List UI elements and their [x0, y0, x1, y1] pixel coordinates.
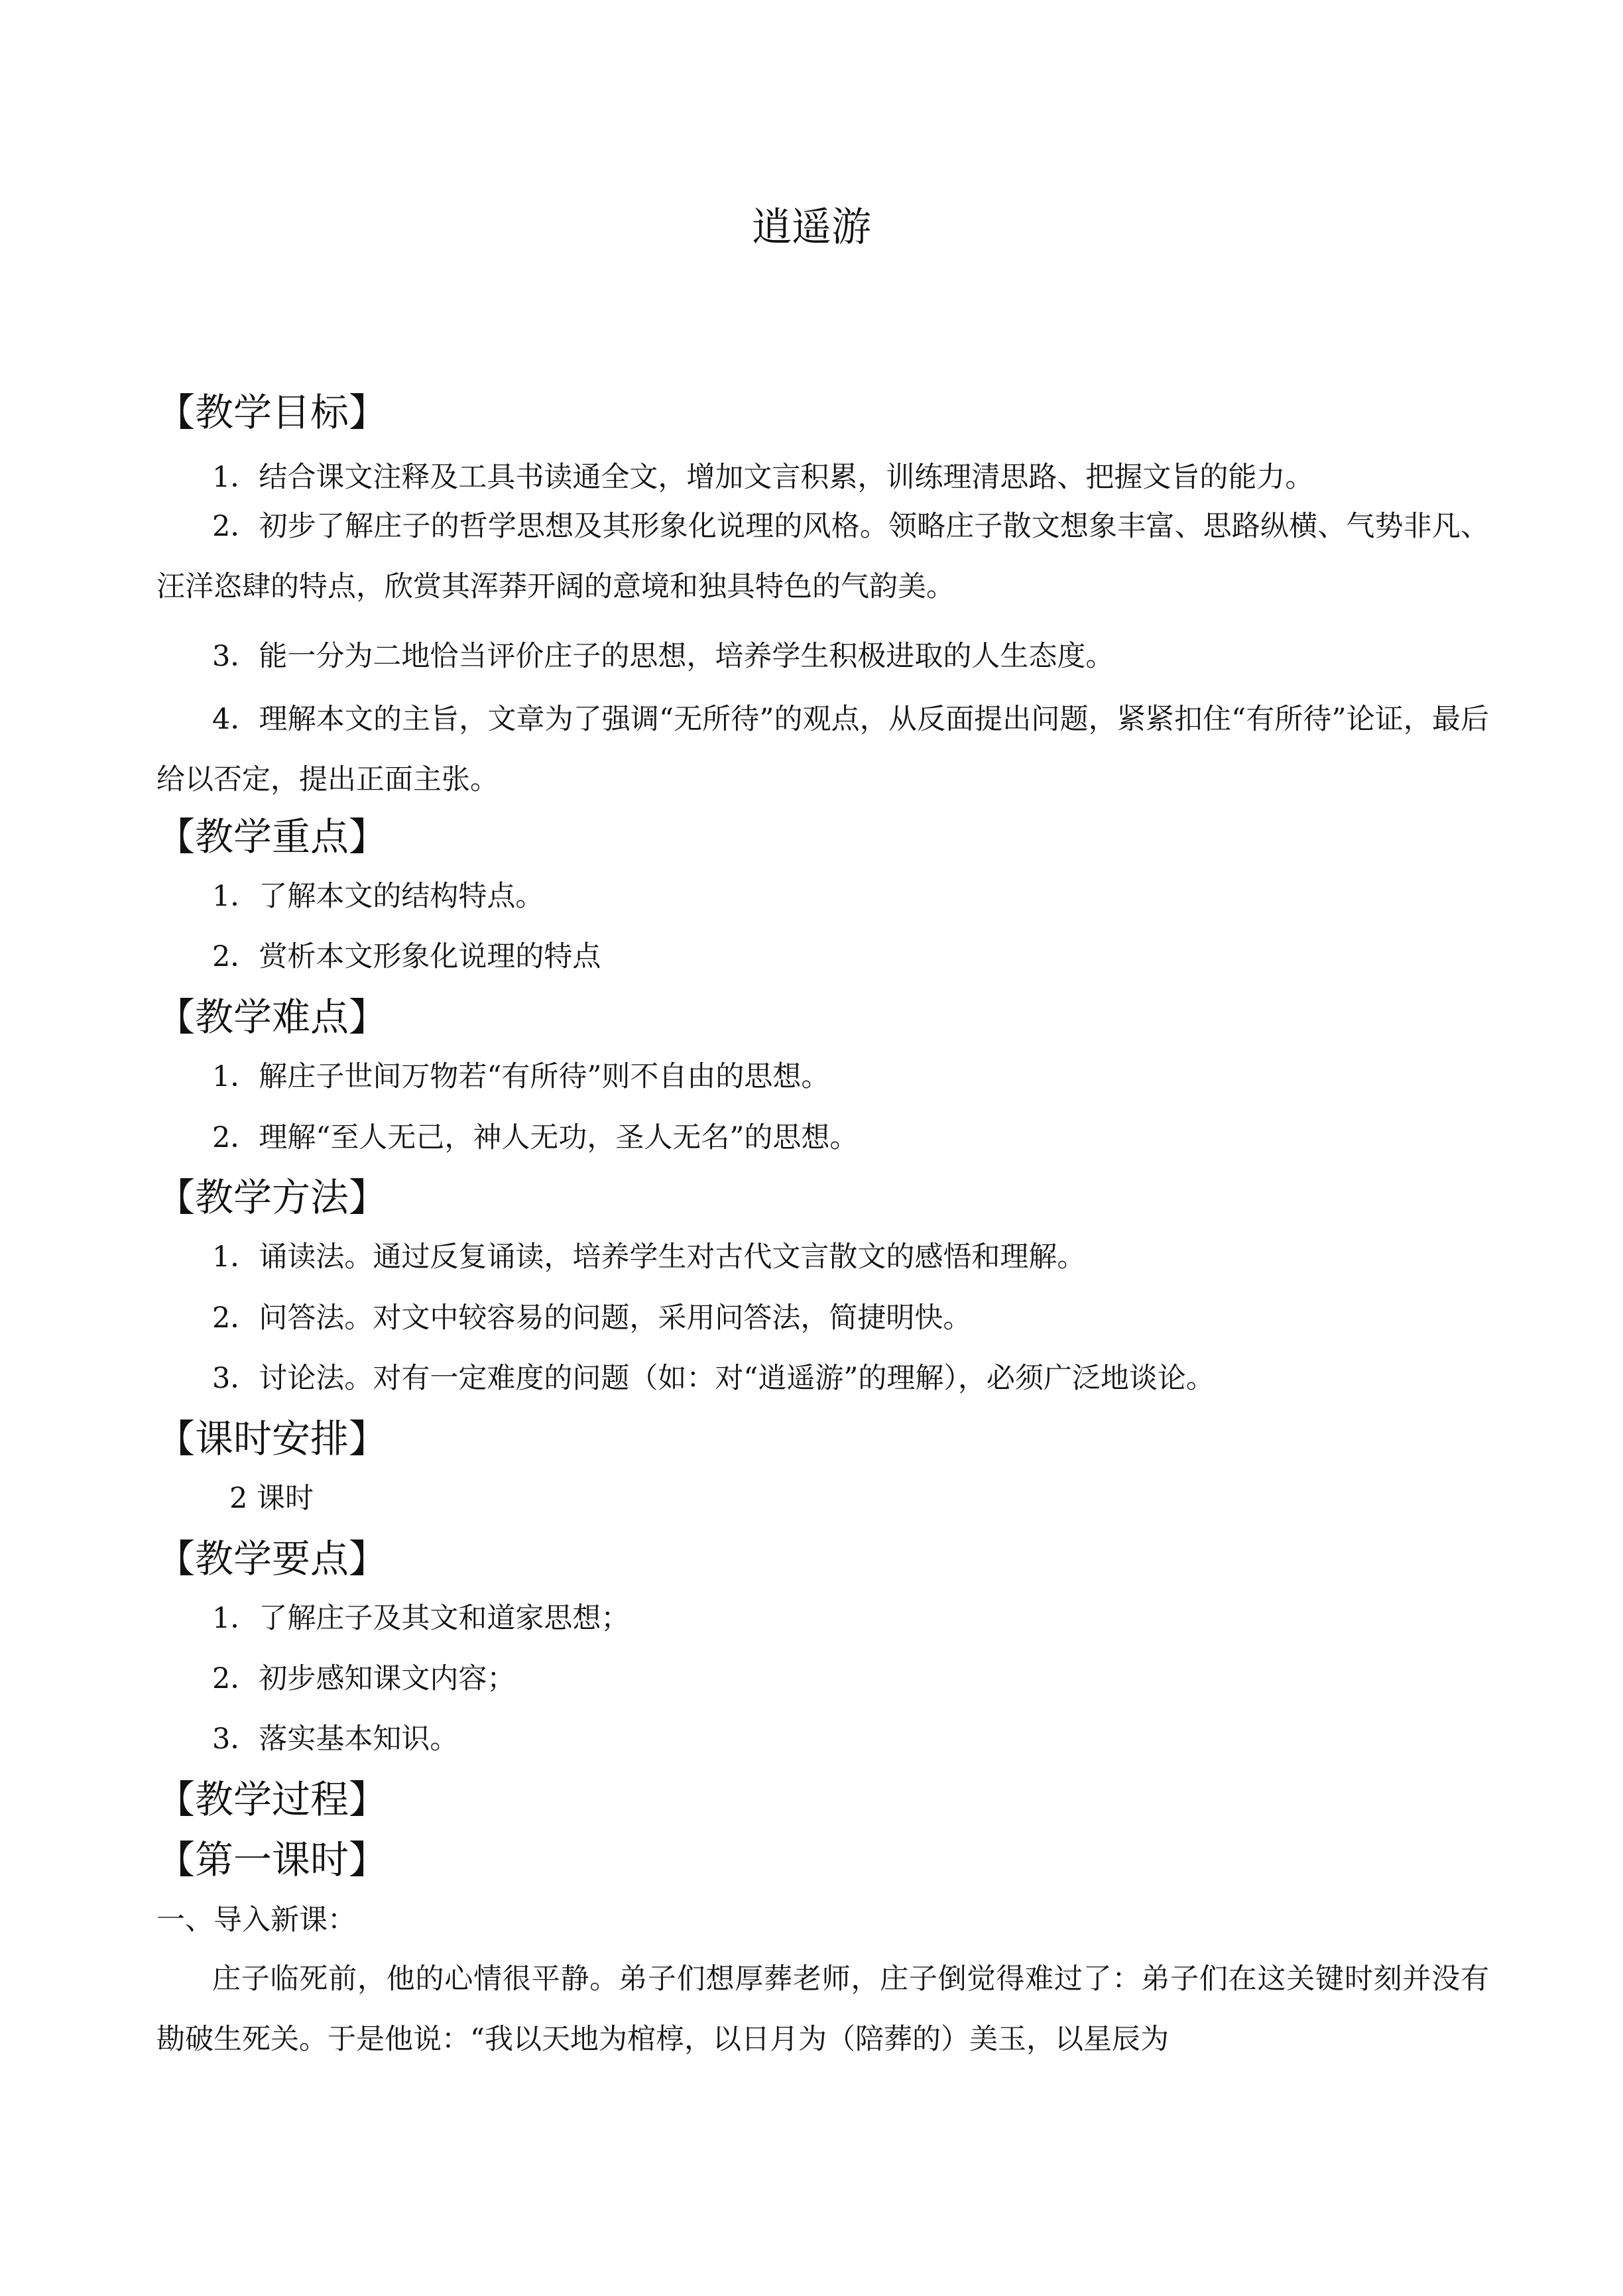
method-item: 2．问答法。对文中较容易的问题，采用问答法，简捷明快。: [212, 1301, 972, 1335]
section-heading-schedule: 【课时安排】: [156, 1416, 388, 1461]
section-heading-methods: 【教学方法】: [156, 1175, 388, 1220]
section-heading-essentials: 【教学要点】: [156, 1536, 388, 1581]
section-heading-key-points: 【教学重点】: [156, 814, 388, 859]
essential-item: 1．了解庄子及其文和道家思想；: [212, 1602, 630, 1635]
objective-item: 4．理解本文的主旨，文章为了强调“无所待”的观点，从反面提出问题，紧紧扣住“有所待”论证，最后给以否定，提出正面主张。: [156, 703, 1489, 796]
intro-paragraph: 庄子临死前，他的心情很平静。弟子们想厚葬老师，庄子倒觉得难过了：弟子们在这关键时刻并没有勘破生死关。于是他说：“我以天地为棺椁，以日月为（陪葬的）美玉，以星辰为: [156, 1963, 1489, 2056]
method-item: 3．讨论法。对有一定难度的问题（如：对“逍遥游”的理解），必须广泛地谈论。: [212, 1362, 1215, 1395]
method-item: 1．诵读法。通过反复诵读，培养学生对古代文言散文的感悟和理解。: [212, 1240, 1086, 1274]
section-heading-objectives: 【教学目标】: [156, 390, 388, 435]
essential-item: 3．落实基本知识。: [212, 1722, 459, 1756]
section-heading-lesson-1: 【第一课时】: [156, 1837, 388, 1882]
objective-item: 2．初步了解庄子的哲学思想及其形象化说理的风格。领略庄子散文想象丰富、思路纵横、气势非凡、汪洋恣肆的特点，欣赏其浑莽开阔的意境和独具特色的气韵美。: [156, 510, 1489, 603]
objective-item: 3．能一分为二地恰当评价庄子的思想，培养学生积极进取的人生态度。: [212, 640, 1114, 673]
intro-heading: 一、导入新课：: [156, 1903, 356, 1937]
difficulty-item: 1．解庄子世间万物若“有所待”则不自由的思想。: [212, 1060, 830, 1093]
objective-item: 1．结合课文注释及工具书读通全文，增加文言积累，训练理清思路、把握文旨的能力。: [212, 461, 1314, 494]
difficulty-item: 2．理解“至人无己，神人无功，圣人无名”的思想。: [212, 1121, 859, 1154]
page-title: 逍遥游: [752, 204, 871, 251]
key-point-item: 2．赏析本文形象化说理的特点: [212, 940, 601, 973]
essential-item: 2．初步感知课文内容；: [212, 1662, 516, 1695]
schedule-value: 2 课时: [229, 1482, 314, 1515]
key-point-item: 1．了解本文的结构特点。: [212, 880, 544, 913]
section-heading-process: 【教学过程】: [156, 1777, 388, 1822]
section-heading-difficulties: 【教学难点】: [156, 995, 388, 1040]
